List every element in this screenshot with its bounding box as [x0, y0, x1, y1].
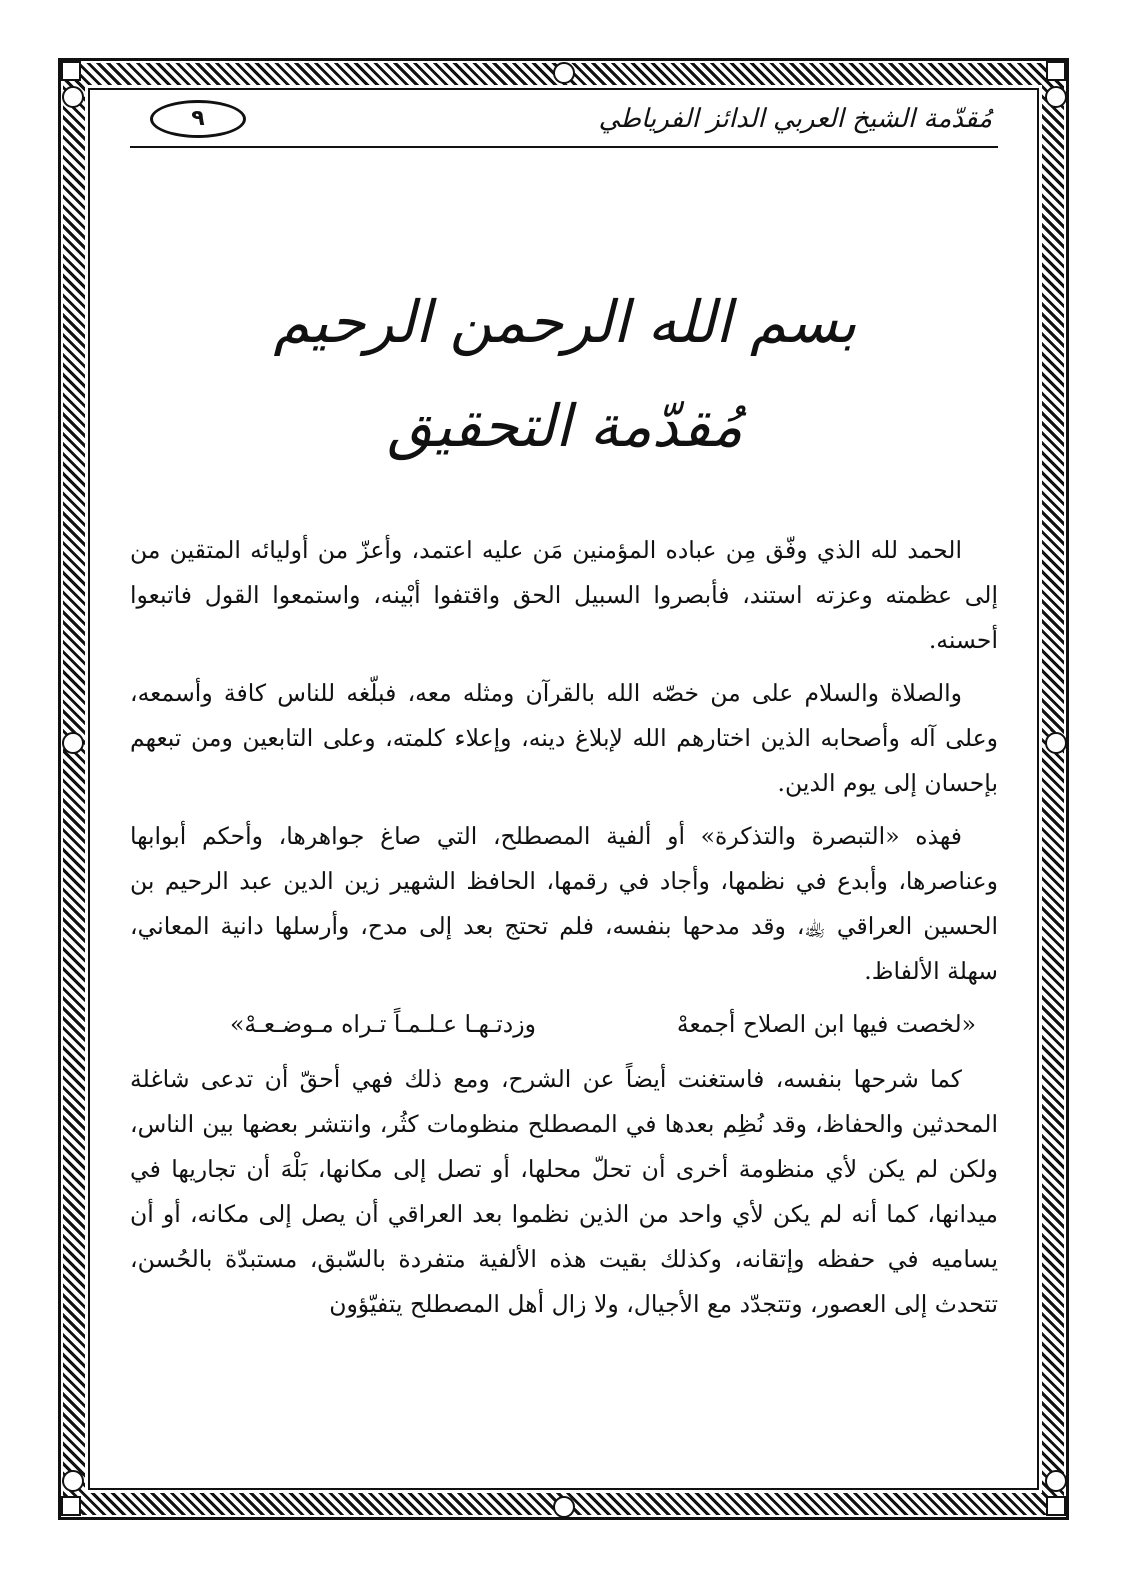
border-medallion-right-upper — [1045, 86, 1067, 108]
border-medallion-right-middle — [1045, 732, 1067, 754]
corner-ornament-top-right — [1046, 61, 1066, 81]
body-text — [130, 528, 998, 1335]
paragraph-3: فهذه «التبصرة والتذكرة» أو ألفية المصطلح، التي صاغ جواهرها، وأحكم أبوابها وعناصرها، وأبدع في نظمها، وأجاد في رقمها، الحافظ الشهير زين الدين عبد الرحيم بن الحسين العراقي ﵀، وقد مدحها بنفسه، فلم تحتج بعد إلى مدح، وأرسلها دانية المعاني، سهلة الألفاظ. — [130, 822, 998, 985]
verse-first-hemistich: «لخصت فيها ابن الصلاح أجمعهْ — [676, 1010, 976, 1038]
border-medallion-left-lower — [62, 1470, 84, 1492]
border-medallion-left-middle — [62, 732, 84, 754]
paragraph-2: والصلاة والسلام على من خصّه الله بالقرآن ومثله معه، فبلّغه للناس كافة وأسمعه، وعلى آله وأصحابه الذين اختارهم الله لإبلاغ دينه، وإعلاء كلمته، وعلى التابعين ومن تبعهم بإحسان إلى يوم الدين. — [130, 679, 998, 797]
running-header-title: مُقدّمة الشيخ العربي الدائز الفرياطي — [598, 104, 992, 134]
section-title: مُقدّمة التحقيق — [387, 392, 743, 460]
border-medallion-right-lower — [1045, 1470, 1067, 1492]
border-medallion-top — [553, 62, 575, 84]
border-medallion-bottom — [553, 1496, 575, 1518]
corner-ornament-bottom-left — [61, 1496, 81, 1516]
corner-ornament-top-left — [61, 61, 81, 81]
paragraph-1: الحمد لله الذي وفّق مِن عباده المؤمنين مَن عليه اعتمد، وأعزّ من أوليائه المتقين من إلى عظمته وعزته استند، فأبصروا السبيل الحق واقتفوا أبْينه، واستمعوا القول فاتبعوا أحسنه. — [130, 536, 998, 654]
header-rule — [130, 146, 998, 148]
paragraph-4: كما شرحها بنفسه، فاستغنت أيضاً عن الشرح، ومع ذلك فهي أحقّ أن تدعى شاغلة المحدثين والحفاظ، وقد نُظِم بعدها في المصطلح منظومات كثُر، وانتشر بعضها بين الناس، ولكن لم يكن لأي منظومة أخرى أن تحلّ محلها، أو تصل إلى مكانها، بَلْهَ أن تجاريها في ميدانها، كما أنه لم يكن لأي واحد من الذين نظموا بعد العراقي أن يصل إلى مكانه، أو أن يساميه في حفظه وإتقانه، وكذلك بقيت هذه الألفية متفردة بالسّبق، مستبدّة بالحُسن، تتحدث إلى العصور، وتتجدّد مع الأجيال، ولا زال أهل المصطلح يتفيّؤون — [130, 1065, 998, 1318]
verse-second-hemistich: وزدتـهـا عـلـمـاً تـراه مـوضـعـهْ» — [230, 1010, 536, 1038]
page-number: ٩ — [150, 100, 246, 138]
running-header — [130, 96, 998, 144]
border-medallion-left-upper — [62, 86, 84, 108]
poetry-verse — [130, 1002, 998, 1047]
basmala-calligraphy: بسم الله الرحمن الرحيم — [273, 288, 857, 356]
corner-ornament-bottom-right — [1046, 1496, 1066, 1516]
